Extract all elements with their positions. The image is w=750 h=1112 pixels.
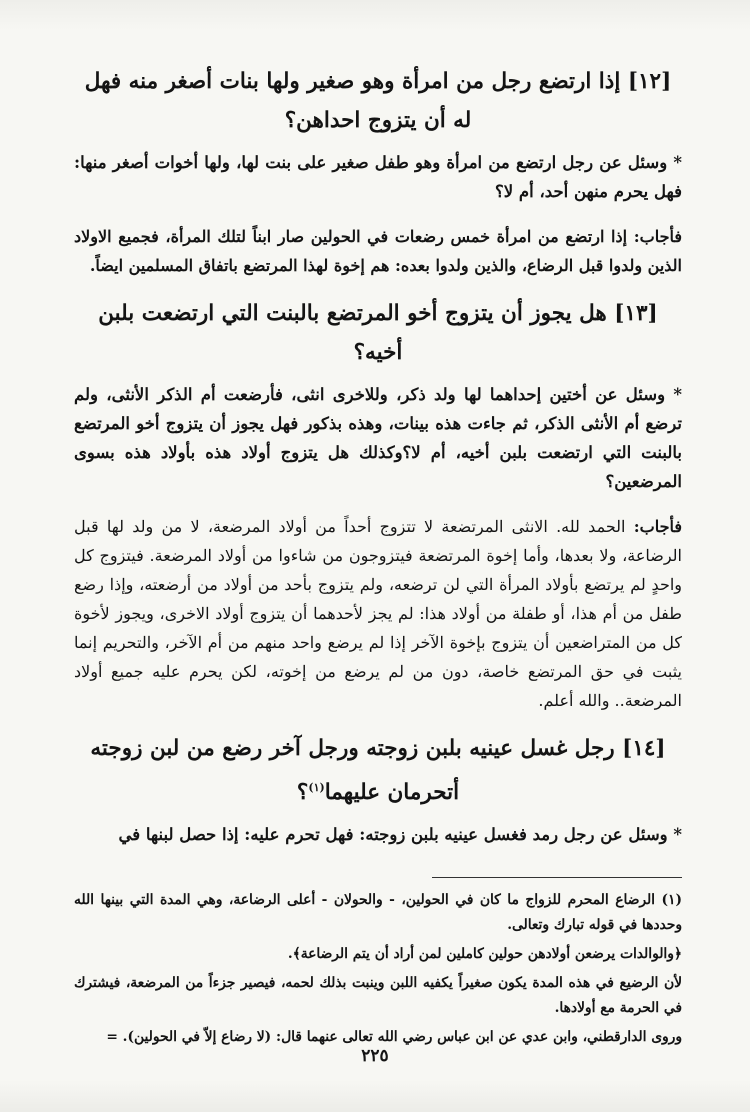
answer-13-text: الحمد لله. الانثى المرتضعة لا تتزوج أحداً من أولاد المرضعة، لا من ولد لها قبل الرضاعة، ولا بعدها، وأما إخوة المرتضعة فيتزوجون من شاءوا من أولاد المرضعة. فيتزوج كل واحدٍ لم يرتضع بأولاد المرأة التي لن ترضعه، ولم يتزوج بأحد من أولاد من أرضعته، وإذا رضع طفل من أم هذا، أو طفلة من أولاد هذا: لم يجز لأحدهما أن يتزوج أولاد الاخرى، ويجوز لأخوة كل من المتراضعين أن يتزوج بإخوة الآخر إذا لم يرضع واحد منهم من أم الآخر، والتحريم إنما يثبت في حق المرتضع خاصة، دون من لم يرضع من إخوته، لكن يحرم عليه جميع أولاد المرضعة.. والله أعلم. xyxy=(74,517,683,710)
heading-14 xyxy=(74,729,682,812)
footnote-separator xyxy=(432,877,682,878)
heading-14-text: [١٤] رجل غسل عينيه بلبن زوجته ورجل آخر رضع من لبن زوجته أتحرمان عليهما xyxy=(90,736,666,806)
answer-label: فأجاب: xyxy=(633,517,682,536)
answer-13 xyxy=(74,512,682,715)
heading-12: [١٢] إذا ارتضع رجل من امرأة وهو صغير ولها بنات أصغر منه فهل له أن يتزوج احداهن؟ xyxy=(84,69,672,133)
question-12: * وسئل عن رجل ارتضع من امرأة وهو طفل صغير على بنت لها، ولها أخوات أصغر منها: فهل يحرم منهن أحد، أم لا؟ xyxy=(74,153,682,201)
footnote-1: (١) الرضاع المحرم للزواج ما كان في الحولين، - والحولان - أعلى الرضاعة، وهي المدة التي بينها الله وحددها في قوله تبارك وتعالى. xyxy=(74,892,682,934)
footnote-verse: ﴿والوالدات يرضعن أولادهن حولين كاملين لمن أراد أن يتم الرضاعة﴾. xyxy=(287,946,682,963)
page-number: ٢٢٥ xyxy=(361,1046,389,1066)
footnote-ref: (١) xyxy=(308,781,325,794)
heading-13: [١٣] هل يجوز أن يتزوج أخو المرتضع بالبنت التي ارتضعت بلبن أخيه؟ xyxy=(98,301,658,365)
question-13: * وسئل عن أختين إحداهما لها ولد ذكر، وللاخرى انثى، فأرضعت أم الذكر الأنثى، ولم ترضع أم الأنثى الذكر، ثم جاءت هذه بينات، وهذه بذكور فهل يجوز أن يتزوج أخو المرتضع بالبنت التي ارتضعت بلبن أخيه، أم لا؟وكذلك هل يتزوج أولاد هذه بأولاد هذه بسوى المرضعين؟ xyxy=(74,385,682,491)
heading-14-end: ؟ xyxy=(296,780,309,806)
answer-12-text: إذا ارتضع من امرأة خمس رضعات في الحولين صار ابناً لتلك المرأة، فجميع الاولاد الذين ولدوا قبل الرضاع، والذين ولدوا بعده: هم إخوة لهذا المرتضع باتفاق المسلمين ايضاً. xyxy=(74,227,682,275)
footnote-2: لأن الرضيع في هذه المدة يكون صغيراً يكفيه اللبن وينبت بذلك لحمه، فيصير جزءاً من المرضعة، فيشترك في الحرمة مع أولادها. xyxy=(74,975,682,1017)
answer-12 xyxy=(74,222,682,280)
answer-label: فأجاب: xyxy=(633,227,683,246)
question-14: * وسئل عن رجل رمد فغسل عينيه بلبن زوجته: فهل تحرم عليه: إذا حصل لبنها في xyxy=(118,825,682,845)
footnote-3: وروى الدارقطني، وابن عدي عن ابن عباس رضي الله تعالى عنهما قال: (لا رضاع إلاّ في الحولين). = xyxy=(106,1029,682,1046)
